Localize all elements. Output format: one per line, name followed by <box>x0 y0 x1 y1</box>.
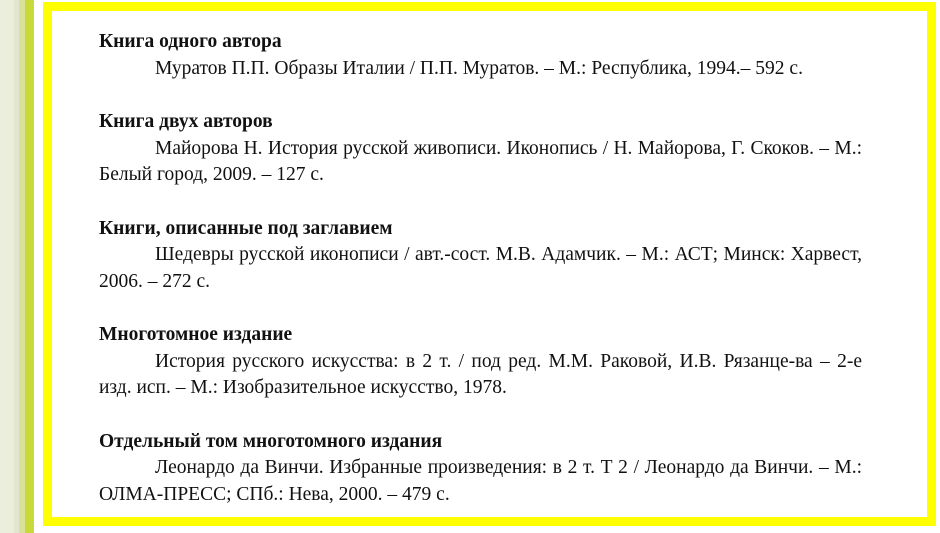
section-heading: Книги, описанные под заглавием <box>99 217 393 239</box>
section-single-author <box>99 29 862 82</box>
section-heading: Многотомное издание <box>99 324 293 345</box>
section-by-title <box>99 216 862 296</box>
decorative-stripe <box>0 0 14 533</box>
section-single-volume <box>99 429 862 509</box>
bibliography-entry: Майорова Н. История русской живописи. Иконопись / Н. Майорова, Г. Скоков. – М.: Белый город, 2009. – 127 с. <box>99 137 862 185</box>
decorative-stripe <box>25 0 34 533</box>
bibliography-list <box>99 29 862 508</box>
slide-frame <box>43 2 936 526</box>
section-two-authors <box>99 109 862 189</box>
bibliography-entry: Леонардо да Винчи. Избранные произведения: в 2 т. Т 2 / Леонардо да Винчи. – М.: ОЛМА-ПРЕСС; СПб.: Нева, 2000. – 479 с. <box>99 457 862 505</box>
bibliography-entry: История русского искусства: в 2 т. / под ред. М.М. Раковой, И.В. Рязанце-ва – 2-е изд. исп. – М.: Изобразительное искусство, 1978. <box>99 350 862 398</box>
section-heading: Книга двух авторов <box>99 111 273 132</box>
section-heading: Книга одного автора <box>99 31 282 52</box>
section-heading: Отдельный том многотомного издания <box>99 430 443 452</box>
section-multivolume <box>99 322 862 402</box>
bibliography-entry: Шедевры русской иконописи / авт.-сост. М.В. Адамчик. – М.: АСТ; Минск: Харвест, 2006. – 272 с. <box>99 244 862 292</box>
bibliography-entry: Муратов П.П. Образы Италии / П.П. Муратов. – М.: Республика, 1994.– 592 с. <box>155 57 803 79</box>
